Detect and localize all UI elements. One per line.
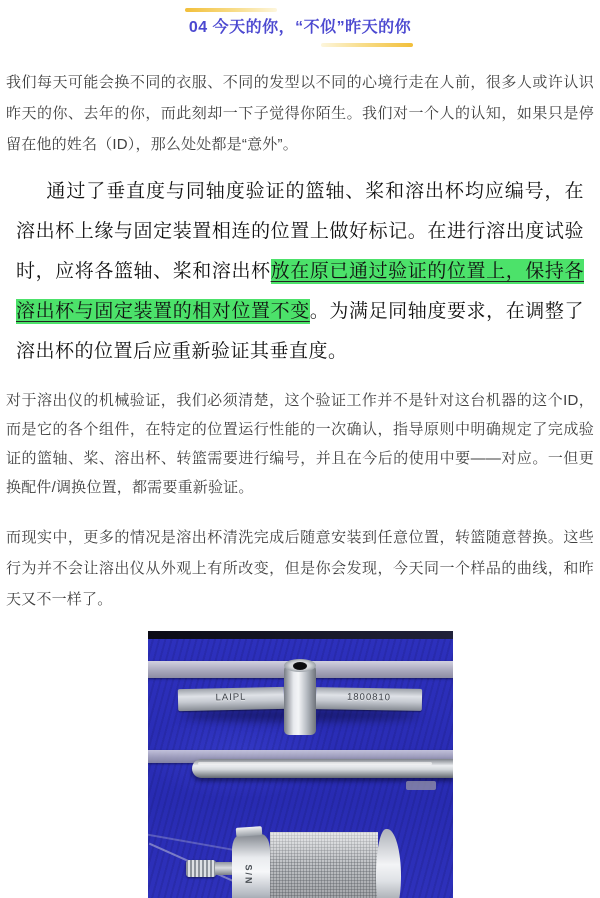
clamp-right-engraving: 1800810 bbox=[346, 691, 391, 704]
clamp-threaded-hole bbox=[293, 662, 307, 670]
basket-mesh-body bbox=[270, 832, 378, 898]
dissolution-parts-photo[interactable] bbox=[148, 631, 453, 898]
article-header bbox=[0, 0, 600, 47]
clamp-left-wing bbox=[177, 687, 283, 711]
photo-case-edge bbox=[148, 631, 453, 639]
basket-thread-stub bbox=[186, 860, 216, 877]
basket-shaft-rod bbox=[192, 759, 453, 778]
clamp-hub-cylinder bbox=[284, 665, 316, 735]
paragraph-mechanical-validation: 对于溶出仪的机械验证，我们必须清楚，这个验证工作并不是针对这台机器的这个ID，而是它的各个组件，在特定的位置运行性能的一次确认，指导原则中明确规定了完成验证的篮轴、桨、溶出杯、转篮需要进行编号，并且在今后的使用中要——对应。一但更换配件/调换位置，都需要重新验证。 bbox=[6, 392, 594, 496]
paragraph-reality: 而现实中，更多的情况是溶出杯清洗完成后随意安装到任意位置，转篮随意替换。这些行为并不会让溶出仪从外观上有所改变，但是你会发现，今天同一个样品的曲线，和昨天又不一样了。 bbox=[6, 529, 594, 608]
basket-clip-top bbox=[235, 826, 262, 837]
title-accent-bar-top bbox=[185, 8, 277, 12]
basket-spindle bbox=[215, 862, 233, 875]
clamp-left-engraving: LAIPL bbox=[214, 691, 247, 704]
basket-collar bbox=[232, 834, 270, 898]
paragraph-intro: 我们每天可能会换不同的衣服、不同的发型以不同的心境行走在人前，很多人或许认识昨天的你、去年的你，而此刻却一下子觉得你陌生。我们对一个人的认知，如果只是停留在他的姓名（ID），那么处处都是“意外”。 bbox=[6, 74, 594, 153]
basket-serial-engraving: S/N bbox=[243, 864, 254, 886]
title-block bbox=[189, 6, 411, 47]
basket-end-rim bbox=[376, 829, 401, 898]
title-accent-bar-bottom bbox=[321, 43, 413, 47]
quote-block bbox=[16, 172, 584, 372]
clamp-right-wing bbox=[315, 687, 421, 711]
quote-tail-text: 。为满足同轴度要求，在调整了溶出杯的位置后应重新验证其垂直度。 bbox=[16, 301, 584, 362]
quote-lead-text: 通过了垂直度与同轴度验证的篮轴、桨和溶出杯均应编号，在溶出杯上缘与固定装置相连的位置上做好标记。在进行溶出度试验时，应将各篮轴、桨和溶出杯 bbox=[16, 181, 584, 282]
page-title: 04 今天的你，“不似”昨天的你 bbox=[188, 19, 412, 36]
quote-highlighted-text: 放在原已通过验证的位置上，保持各溶出杯与固定装置的相对位置不变 bbox=[16, 261, 584, 322]
photo-foam-tab bbox=[406, 781, 436, 790]
